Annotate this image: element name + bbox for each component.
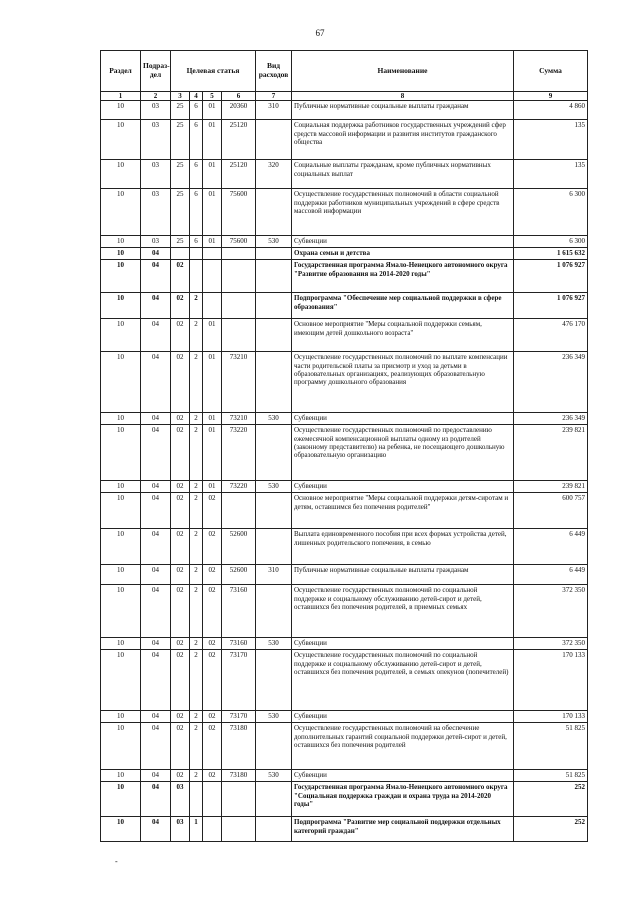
header-row — [101, 51, 588, 92]
sum-cell: 239 821 — [514, 481, 588, 493]
direction-code-cell — [222, 260, 256, 293]
direction-code-cell: 73170 — [222, 650, 256, 711]
table-row — [101, 817, 588, 842]
direction-code-cell: 73160 — [222, 585, 256, 638]
direction-code-cell: 25120 — [222, 160, 256, 189]
program-code-cell: 02 — [171, 723, 190, 770]
name-cell: Субвенции — [292, 638, 514, 650]
activity-code-cell: 02 — [203, 565, 222, 585]
expense-type-cell: 310 — [256, 565, 292, 585]
name-cell: Субвенции — [292, 711, 514, 723]
razdel-cell: 10 — [101, 650, 141, 711]
program-code-cell: 25 — [171, 236, 190, 248]
podrazdel-cell: 03 — [141, 236, 171, 248]
expense-type-cell — [256, 782, 292, 817]
subprogram-code-cell: 2 — [190, 565, 203, 585]
direction-code-cell: 73220 — [222, 425, 256, 481]
subprogram-code-cell: 6 — [190, 189, 203, 236]
program-code-cell: 02 — [171, 352, 190, 413]
sum-cell: 476 170 — [514, 319, 588, 352]
activity-code-cell: 01 — [203, 101, 222, 120]
expense-type-cell — [256, 425, 292, 481]
column-number: 9 — [514, 92, 588, 101]
activity-code-cell: 01 — [203, 160, 222, 189]
name-cell: Субвенции — [292, 481, 514, 493]
razdel-cell: 10 — [101, 529, 141, 565]
name-cell: Субвенции — [292, 770, 514, 782]
expense-type-cell — [256, 493, 292, 529]
razdel-cell: 10 — [101, 782, 141, 817]
program-code-cell: 02 — [171, 260, 190, 293]
activity-code-cell: 02 — [203, 711, 222, 723]
expense-type-cell — [256, 248, 292, 260]
subprogram-code-cell: 2 — [190, 425, 203, 481]
razdel-cell: 10 — [101, 101, 141, 120]
name-cell: Социальная поддержка работников государственных учреждений сфер средств массовой информации и развития институтов гражданского общества — [292, 120, 514, 160]
subprogram-code-cell: 2 — [190, 529, 203, 565]
podrazdel-cell: 04 — [141, 352, 171, 413]
subprogram-code-cell: 6 — [190, 101, 203, 120]
table-row — [101, 425, 588, 481]
direction-code-cell — [222, 782, 256, 817]
expense-type-cell — [256, 352, 292, 413]
program-code-cell: 02 — [171, 529, 190, 565]
subprogram-code-cell: 2 — [190, 493, 203, 529]
table-row — [101, 782, 588, 817]
sum-cell: 6 300 — [514, 236, 588, 248]
sum-cell: 6 449 — [514, 565, 588, 585]
table-row — [101, 770, 588, 782]
sum-cell: 135 — [514, 120, 588, 160]
razdel-cell: 10 — [101, 565, 141, 585]
expense-type-cell: 530 — [256, 770, 292, 782]
table-row — [101, 236, 588, 248]
name-cell: Осуществление государственных полномочий на обеспечение дополнительных гарантий социальной поддержки детей-сирот и детей, оставшихся без попечения родителей — [292, 723, 514, 770]
razdel-cell: 10 — [101, 319, 141, 352]
direction-code-cell: 73180 — [222, 770, 256, 782]
razdel-cell: 10 — [101, 493, 141, 529]
direction-code-cell: 73210 — [222, 352, 256, 413]
sum-cell: 372 350 — [514, 585, 588, 638]
podrazdel-cell: 04 — [141, 565, 171, 585]
direction-code-cell — [222, 248, 256, 260]
activity-code-cell: 01 — [203, 120, 222, 160]
table-row — [101, 160, 588, 189]
header-razdel: Раздел — [101, 51, 141, 92]
table-row — [101, 650, 588, 711]
direction-code-cell: 73220 — [222, 481, 256, 493]
expense-type-cell — [256, 319, 292, 352]
header-naimenovanie: Наименование — [292, 51, 514, 92]
sum-cell: 170 133 — [514, 711, 588, 723]
column-number: 3 — [171, 92, 190, 101]
activity-code-cell: 01 — [203, 425, 222, 481]
table-row — [101, 352, 588, 413]
column-number: 1 — [101, 92, 141, 101]
name-cell: Социальные выплаты гражданам, кроме публичных нормативных социальных выплат — [292, 160, 514, 189]
program-code-cell: 02 — [171, 650, 190, 711]
name-cell: Субвенции — [292, 236, 514, 248]
sum-cell: 372 350 — [514, 638, 588, 650]
activity-code-cell — [203, 782, 222, 817]
subprogram-code-cell: 6 — [190, 160, 203, 189]
activity-code-cell: 01 — [203, 236, 222, 248]
subprogram-code-cell: 2 — [190, 585, 203, 638]
podrazdel-cell: 04 — [141, 493, 171, 529]
table-body — [101, 101, 588, 842]
name-cell: Государственная программа Ямало-Ненецкого автономного округа "Социальная поддержка граждан и охрана труда на 2014-2020 годы" — [292, 782, 514, 817]
subprogram-code-cell: 1 — [190, 817, 203, 842]
direction-code-cell: 75600 — [222, 236, 256, 248]
table-row — [101, 260, 588, 293]
expense-type-cell: 530 — [256, 413, 292, 425]
table-row — [101, 565, 588, 585]
direction-code-cell: 20360 — [222, 101, 256, 120]
podrazdel-cell: 03 — [141, 101, 171, 120]
sum-cell: 170 133 — [514, 650, 588, 711]
name-cell: Публичные нормативные социальные выплаты гражданам — [292, 101, 514, 120]
subprogram-code-cell: 6 — [190, 120, 203, 160]
razdel-cell: 10 — [101, 481, 141, 493]
direction-code-cell: 73210 — [222, 413, 256, 425]
podrazdel-cell: 04 — [141, 711, 171, 723]
direction-code-cell: 73160 — [222, 638, 256, 650]
sum-cell: 239 821 — [514, 425, 588, 481]
sum-cell: 1 076 927 — [514, 293, 588, 319]
subprogram-code-cell: 2 — [190, 638, 203, 650]
podrazdel-cell: 04 — [141, 529, 171, 565]
column-number: 2 — [141, 92, 171, 101]
footer-mark: - — [115, 857, 118, 866]
direction-code-cell: 75600 — [222, 189, 256, 236]
expense-type-cell — [256, 650, 292, 711]
activity-code-cell: 01 — [203, 413, 222, 425]
table-row — [101, 120, 588, 160]
program-code-cell: 02 — [171, 481, 190, 493]
activity-code-cell: 01 — [203, 352, 222, 413]
sum-cell: 6 449 — [514, 529, 588, 565]
sum-cell: 51 825 — [514, 770, 588, 782]
program-code-cell: 02 — [171, 493, 190, 529]
program-code-cell: 02 — [171, 565, 190, 585]
razdel-cell: 10 — [101, 248, 141, 260]
podrazdel-cell: 04 — [141, 585, 171, 638]
activity-code-cell: 02 — [203, 770, 222, 782]
expense-type-cell — [256, 293, 292, 319]
razdel-cell: 10 — [101, 236, 141, 248]
podrazdel-cell: 04 — [141, 817, 171, 842]
budget-table — [100, 50, 588, 842]
table-row — [101, 529, 588, 565]
subprogram-code-cell: 2 — [190, 770, 203, 782]
name-cell: Государственная программа Ямало-Ненецкого автономного округа "Развитие образования на 2014-2020 годы" — [292, 260, 514, 293]
razdel-cell: 10 — [101, 817, 141, 842]
activity-code-cell: 02 — [203, 493, 222, 529]
subprogram-code-cell: 2 — [190, 481, 203, 493]
page-number: 67 — [315, 28, 325, 38]
name-cell: Основное мероприятие "Меры социальной поддержки семьям, имеющим детей дошкольного возраста" — [292, 319, 514, 352]
direction-code-cell — [222, 319, 256, 352]
razdel-cell: 10 — [101, 120, 141, 160]
podrazdel-cell: 04 — [141, 638, 171, 650]
table-row — [101, 711, 588, 723]
sum-cell: 1 615 632 — [514, 248, 588, 260]
razdel-cell: 10 — [101, 413, 141, 425]
podrazdel-cell: 04 — [141, 293, 171, 319]
direction-code-cell: 52600 — [222, 529, 256, 565]
activity-code-cell — [203, 293, 222, 319]
sum-cell: 236 349 — [514, 413, 588, 425]
direction-code-cell — [222, 493, 256, 529]
activity-code-cell — [203, 260, 222, 293]
subprogram-code-cell: 2 — [190, 352, 203, 413]
column-number: 5 — [203, 92, 222, 101]
name-cell: Осуществление государственных полномочий по социальной поддержке и социальному обслуживанию детей-сирот и детей, оставшихся без попечения родителей, в семьях опекунов (попечителей) — [292, 650, 514, 711]
activity-code-cell — [203, 248, 222, 260]
direction-code-cell: 52600 — [222, 565, 256, 585]
subprogram-code-cell: 2 — [190, 413, 203, 425]
direction-code-cell — [222, 293, 256, 319]
table-row — [101, 481, 588, 493]
podrazdel-cell: 04 — [141, 248, 171, 260]
table-row — [101, 413, 588, 425]
program-code-cell: 02 — [171, 319, 190, 352]
table-row — [101, 585, 588, 638]
activity-code-cell: 02 — [203, 585, 222, 638]
name-cell: Охрана семьи и детства — [292, 248, 514, 260]
name-cell: Субвенции — [292, 413, 514, 425]
activity-code-cell — [203, 817, 222, 842]
expense-type-cell: 320 — [256, 160, 292, 189]
direction-code-cell: 73180 — [222, 723, 256, 770]
name-cell: Подпрограмма "Обеспечение мер социальной поддержки в сфере образования" — [292, 293, 514, 319]
program-code-cell: 02 — [171, 638, 190, 650]
table-row — [101, 493, 588, 529]
expense-type-cell: 530 — [256, 711, 292, 723]
program-code-cell: 25 — [171, 160, 190, 189]
subprogram-code-cell: 2 — [190, 650, 203, 711]
header-summa: Сумма — [514, 51, 588, 92]
razdel-cell: 10 — [101, 585, 141, 638]
table-row — [101, 638, 588, 650]
razdel-cell: 10 — [101, 711, 141, 723]
table-row — [101, 101, 588, 120]
table-row — [101, 723, 588, 770]
column-number: 6 — [222, 92, 256, 101]
activity-code-cell: 02 — [203, 723, 222, 770]
razdel-cell: 10 — [101, 260, 141, 293]
name-cell: Публичные нормативные социальные выплаты гражданам — [292, 565, 514, 585]
sum-cell: 1 076 927 — [514, 260, 588, 293]
razdel-cell: 10 — [101, 160, 141, 189]
sum-cell: 252 — [514, 817, 588, 842]
program-code-cell: 03 — [171, 782, 190, 817]
table-row — [101, 248, 588, 260]
podrazdel-cell: 03 — [141, 160, 171, 189]
program-code-cell — [171, 248, 190, 260]
sum-cell: 4 860 — [514, 101, 588, 120]
activity-code-cell: 01 — [203, 481, 222, 493]
direction-code-cell — [222, 817, 256, 842]
activity-code-cell: 02 — [203, 650, 222, 711]
column-number: 8 — [292, 92, 514, 101]
razdel-cell: 10 — [101, 770, 141, 782]
name-cell: Осуществление государственных полномочий по предоставлению ежемесячной компенсационной выплаты одному из родителей (законному представителю) на ребенка, не посещающего дошкольную образовательную организацию — [292, 425, 514, 481]
program-code-cell: 02 — [171, 711, 190, 723]
program-code-cell: 25 — [171, 120, 190, 160]
header-vid-raskhodov: Вид расходов — [256, 51, 292, 92]
activity-code-cell: 02 — [203, 529, 222, 565]
expense-type-cell — [256, 585, 292, 638]
name-cell: Осуществление государственных полномочий в области социальной поддержки работников муниципальных учреждений в сфере средств массовой информации — [292, 189, 514, 236]
subprogram-code-cell — [190, 248, 203, 260]
sum-cell: 6 300 — [514, 189, 588, 236]
razdel-cell: 10 — [101, 352, 141, 413]
subprogram-code-cell: 2 — [190, 723, 203, 770]
podrazdel-cell: 04 — [141, 425, 171, 481]
podrazdel-cell: 04 — [141, 723, 171, 770]
expense-type-cell — [256, 817, 292, 842]
expense-type-cell: 530 — [256, 638, 292, 650]
podrazdel-cell: 04 — [141, 782, 171, 817]
expense-type-cell — [256, 529, 292, 565]
table-row — [101, 319, 588, 352]
sum-cell: 600 757 — [514, 493, 588, 529]
expense-type-cell: 310 — [256, 101, 292, 120]
sum-cell: 135 — [514, 160, 588, 189]
podrazdel-cell: 04 — [141, 413, 171, 425]
podrazdel-cell: 03 — [141, 120, 171, 160]
program-code-cell: 03 — [171, 817, 190, 842]
program-code-cell: 25 — [171, 101, 190, 120]
header-podrazdel: Подраз-дел — [141, 51, 171, 92]
table-row — [101, 293, 588, 319]
direction-code-cell: 73170 — [222, 711, 256, 723]
direction-code-cell: 25120 — [222, 120, 256, 160]
name-cell: Осуществление государственных полномочий по выплате компенсации части родительской платы за присмотр и уход за детьми в образовательных организациях, реализующих образовательную программу дошкольного образования — [292, 352, 514, 413]
name-cell: Основное мероприятие "Меры социальной поддержки детям-сиротам и детям, оставшимся без попечения родителей" — [292, 493, 514, 529]
sum-cell: 236 349 — [514, 352, 588, 413]
subprogram-code-cell: 2 — [190, 711, 203, 723]
activity-code-cell: 02 — [203, 638, 222, 650]
subprogram-code-cell: 2 — [190, 319, 203, 352]
podrazdel-cell: 04 — [141, 319, 171, 352]
subprogram-code-cell — [190, 782, 203, 817]
expense-type-cell — [256, 260, 292, 293]
column-number: 4 — [190, 92, 203, 101]
name-cell: Подпрограмма "Развитие мер социальной поддержки отдельных категорий граждан" — [292, 817, 514, 842]
razdel-cell: 10 — [101, 638, 141, 650]
podrazdel-cell: 04 — [141, 481, 171, 493]
podrazdel-cell: 04 — [141, 770, 171, 782]
column-number: 7 — [256, 92, 292, 101]
podrazdel-cell: 04 — [141, 260, 171, 293]
razdel-cell: 10 — [101, 293, 141, 319]
program-code-cell: 02 — [171, 770, 190, 782]
program-code-cell: 02 — [171, 425, 190, 481]
name-cell: Осуществление государственных полномочий по социальной поддержке и социальному обслуживанию детей-сирот и детей, оставшихся без попечения родителей, в приемных семьях — [292, 585, 514, 638]
subprogram-code-cell: 2 — [190, 293, 203, 319]
name-cell: Выплата единовременного пособия при всех формах устройства детей, лишенных родительского попечения, в семью — [292, 529, 514, 565]
razdel-cell: 10 — [101, 189, 141, 236]
expense-type-cell — [256, 120, 292, 160]
program-code-cell: 02 — [171, 293, 190, 319]
expense-type-cell: 530 — [256, 236, 292, 248]
program-code-cell: 02 — [171, 413, 190, 425]
razdel-cell: 10 — [101, 723, 141, 770]
expense-type-cell — [256, 723, 292, 770]
razdel-cell: 10 — [101, 425, 141, 481]
column-number-row — [101, 92, 588, 101]
table-row — [101, 189, 588, 236]
subprogram-code-cell: 6 — [190, 236, 203, 248]
activity-code-cell: 01 — [203, 319, 222, 352]
program-code-cell: 02 — [171, 585, 190, 638]
sum-cell: 252 — [514, 782, 588, 817]
program-code-cell: 25 — [171, 189, 190, 236]
expense-type-cell: 530 — [256, 481, 292, 493]
subprogram-code-cell — [190, 260, 203, 293]
expense-type-cell — [256, 189, 292, 236]
sum-cell: 51 825 — [514, 723, 588, 770]
podrazdel-cell: 04 — [141, 650, 171, 711]
activity-code-cell: 01 — [203, 189, 222, 236]
podrazdel-cell: 03 — [141, 189, 171, 236]
header-tselevaya-statya: Целевая статья — [171, 51, 256, 92]
